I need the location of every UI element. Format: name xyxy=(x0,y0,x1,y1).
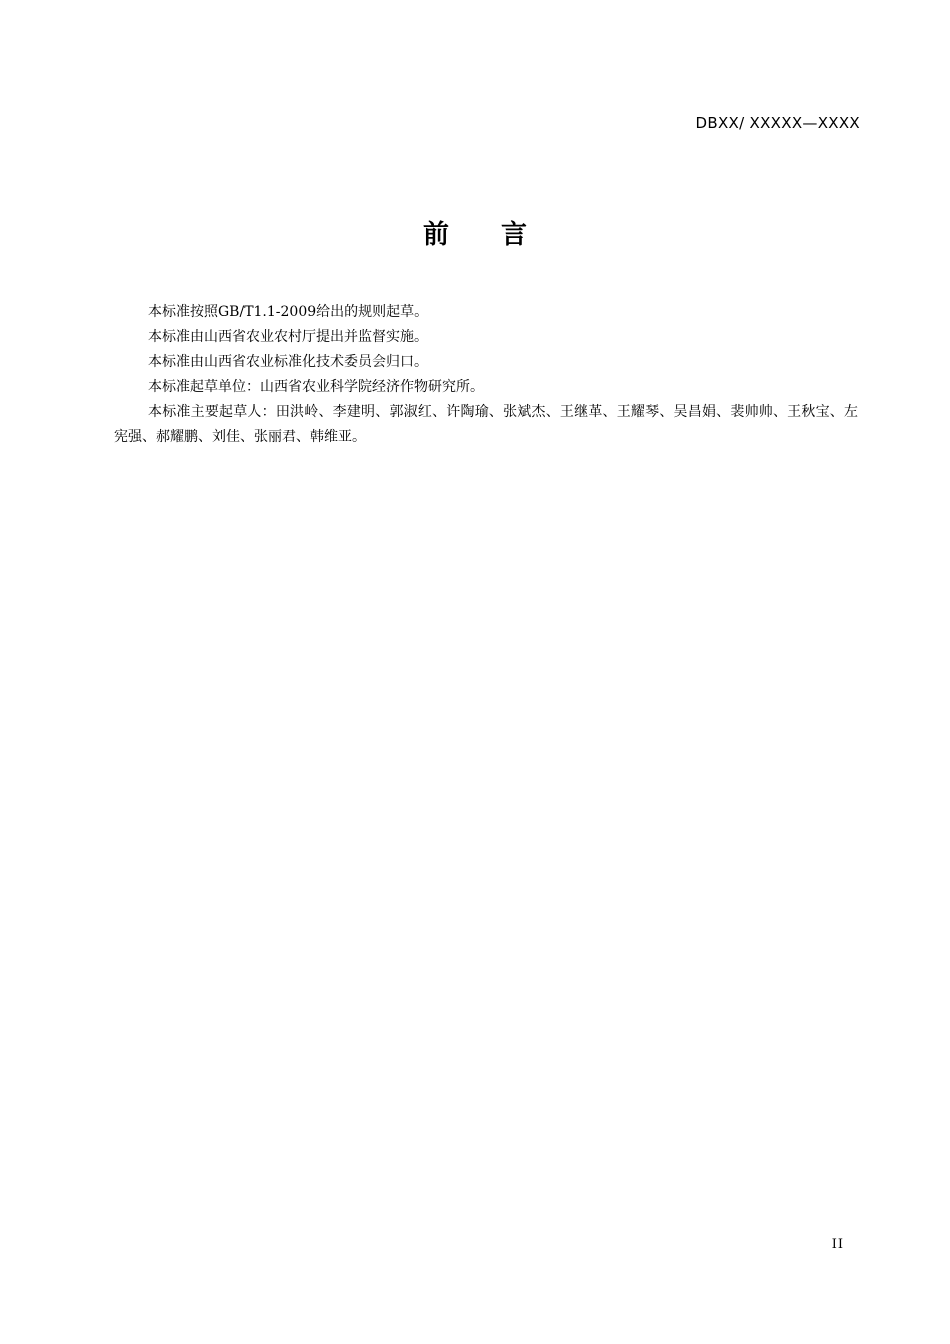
paragraph-committee: 本标准由山西省农业标准化技术委员会归口。 xyxy=(148,354,428,370)
document-code: DBXX/ XXXXX—XXXX xyxy=(695,114,860,132)
title-char-1: 前 xyxy=(422,220,449,250)
page-number: II xyxy=(831,1237,844,1252)
paragraph-drafters: 本标准主要起草人：田洪岭、李建明、郭淑红、许陶瑜、张斌杰、王继革、王耀琴、吴昌娟、裴帅帅、王秋宝、左宪强、郝耀鹏、刘佳、张丽君、韩维亚。 xyxy=(114,404,858,445)
paragraph-drafting-rules: 本标准按照GB/T1.1-2009给出的规则起草。 xyxy=(148,304,429,320)
paragraph-proposer: 本标准由山西省农业农村厅提出并监督实施。 xyxy=(148,329,428,345)
page-title xyxy=(0,214,950,251)
title-char-2: 言 xyxy=(501,220,528,250)
paragraph-drafting-unit: 本标准起草单位：山西省农业科学院经济作物研究所。 xyxy=(148,379,484,395)
foreword-body xyxy=(114,300,858,450)
